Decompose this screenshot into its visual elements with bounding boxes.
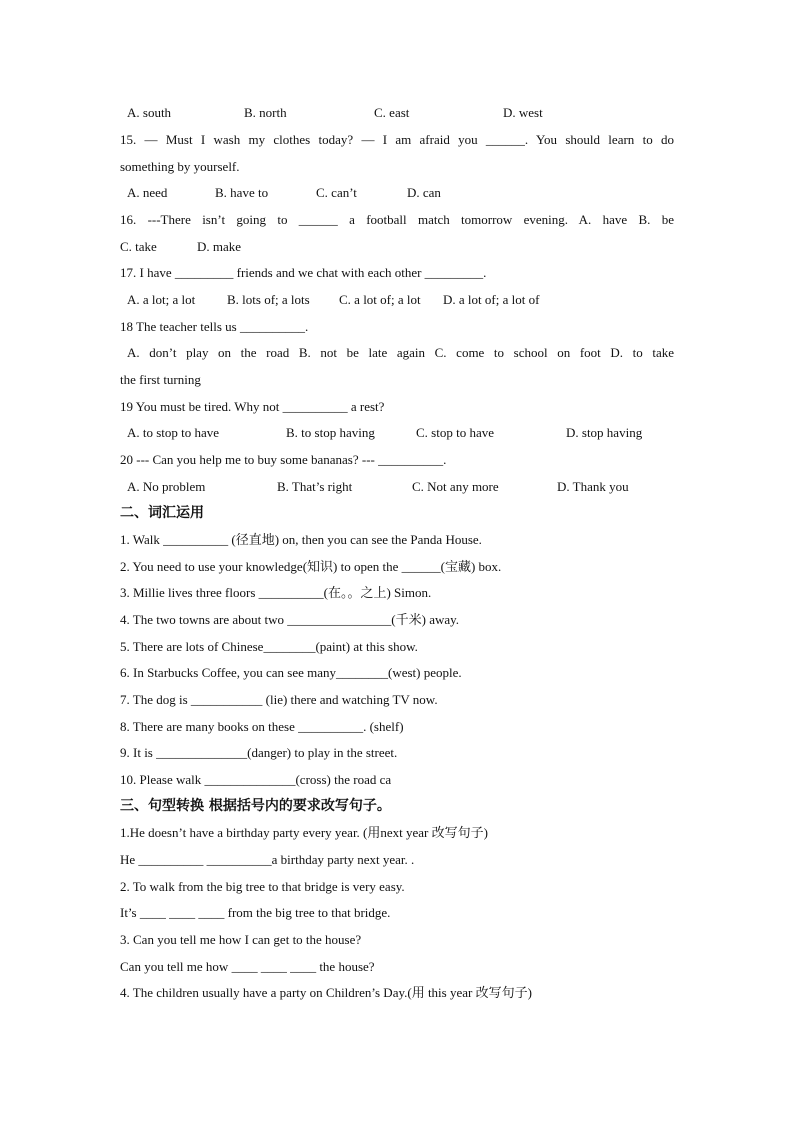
q19-option-d: D. stop having (566, 425, 643, 440)
q19-question: 19 You must be tired. Why not __________ a rest? (120, 399, 385, 414)
section2-item-9: 9. It is ______________(danger) to play in the street. (120, 745, 398, 760)
section3-item-1: 1.He doesn’t have a birthday party every year. (用next year 改写句子) (120, 825, 488, 840)
q15-option-a: A. need (127, 185, 168, 200)
q18-options-cont: the first turning (120, 372, 201, 387)
q18-question: 18 The teacher tells us __________. (120, 319, 309, 334)
q20-option-a: A. No problem (127, 479, 206, 494)
q20-option-b: B. That’s right (277, 479, 353, 494)
section3-item-4: 4. The children usually have a party on Children’s Day.(用 this year 改写句子) (120, 985, 532, 1000)
section3-item-2-blank: It’s ____ ____ ____ from the big tree to that bridge. (120, 905, 391, 920)
q14-option-a: A. south (127, 105, 172, 120)
q17-option-c: C. a lot of; a lot (339, 292, 421, 307)
q19-option-b: B. to stop having (286, 425, 375, 440)
section2-item-1: 1. Walk __________ (径直地) on, then you can see the Panda House. (120, 532, 482, 547)
q20-option-d: D. Thank you (557, 479, 629, 494)
q14-option-d: D. west (503, 105, 543, 120)
q14-option-c: C. east (374, 105, 410, 120)
q17-question: 17. I have _________ friends and we chat with each other _________. (120, 265, 487, 280)
q19-option-c: C. stop to have (416, 425, 494, 440)
q17-option-d: D. a lot of; a lot of (443, 292, 540, 307)
section3-item-3: 3. Can you tell me how I can get to the house? (120, 932, 362, 947)
q16-question: 16. ---There isn’t going to ______ a football match tomorrow evening. A. have B. be (120, 212, 674, 227)
section2-item-10: 10. Please walk ______________(cross) the road ca (120, 772, 392, 787)
q15-option-d: D. can (407, 185, 441, 200)
section3-item-2: 2. To walk from the big tree to that bridge is very easy. (120, 879, 405, 894)
q20-question: 20 --- Can you help me to buy some bananas? --- __________. (120, 452, 447, 467)
section2-item-7: 7. The dog is ___________ (lie) there and watching TV now. (120, 692, 438, 707)
q20-option-c: C. Not any more (412, 479, 499, 494)
q18-options: A. don’t play on the road B. not be late again C. come to school on foot D. to take (127, 345, 674, 360)
q15-question-cont: something by yourself. (120, 159, 240, 174)
section3-item-1-blank: He __________ __________a birthday party next year. . (120, 852, 415, 867)
q17-option-b: B. lots of; a lots (227, 292, 310, 307)
section2-item-4: 4. The two towns are about two ________________(千米) away. (120, 612, 460, 627)
section2-item-3: 3. Millie lives three floors __________(在。。之上) Simon. (120, 585, 432, 600)
section2-item-5: 5. There are lots of Chinese________(paint) at this show. (120, 639, 418, 654)
q16-option-c: C. take (120, 239, 157, 254)
q15-option-b: B. have to (215, 185, 269, 200)
q15-question: 15. — Must I wash my clothes today? — I am afraid you ______. You should learn to do (120, 132, 674, 147)
section2-item-2: 2. You need to use your knowledge(知识) to open the ______(宝藏) box. (120, 559, 502, 574)
q16-option-d: D. make (197, 239, 242, 254)
q17-option-a: A. a lot; a lot (127, 292, 196, 307)
q15-option-c: C. can’t (316, 185, 357, 200)
q19-option-a: A. to stop to have (127, 425, 220, 440)
section3-item-3-blank: Can you tell me how ____ ____ ____ the house? (120, 959, 375, 974)
section3-heading: 三、句型转换 根据括号内的要求改写句子。 (120, 798, 391, 814)
q14-option-b: B. north (244, 105, 287, 120)
section2-item-8: 8. There are many books on these __________. (shelf) (120, 719, 404, 734)
section2-heading: 二、词汇运用 (120, 505, 204, 521)
section2-item-6: 6. In Starbucks Coffee, you can see many________(west) people. (120, 665, 462, 680)
